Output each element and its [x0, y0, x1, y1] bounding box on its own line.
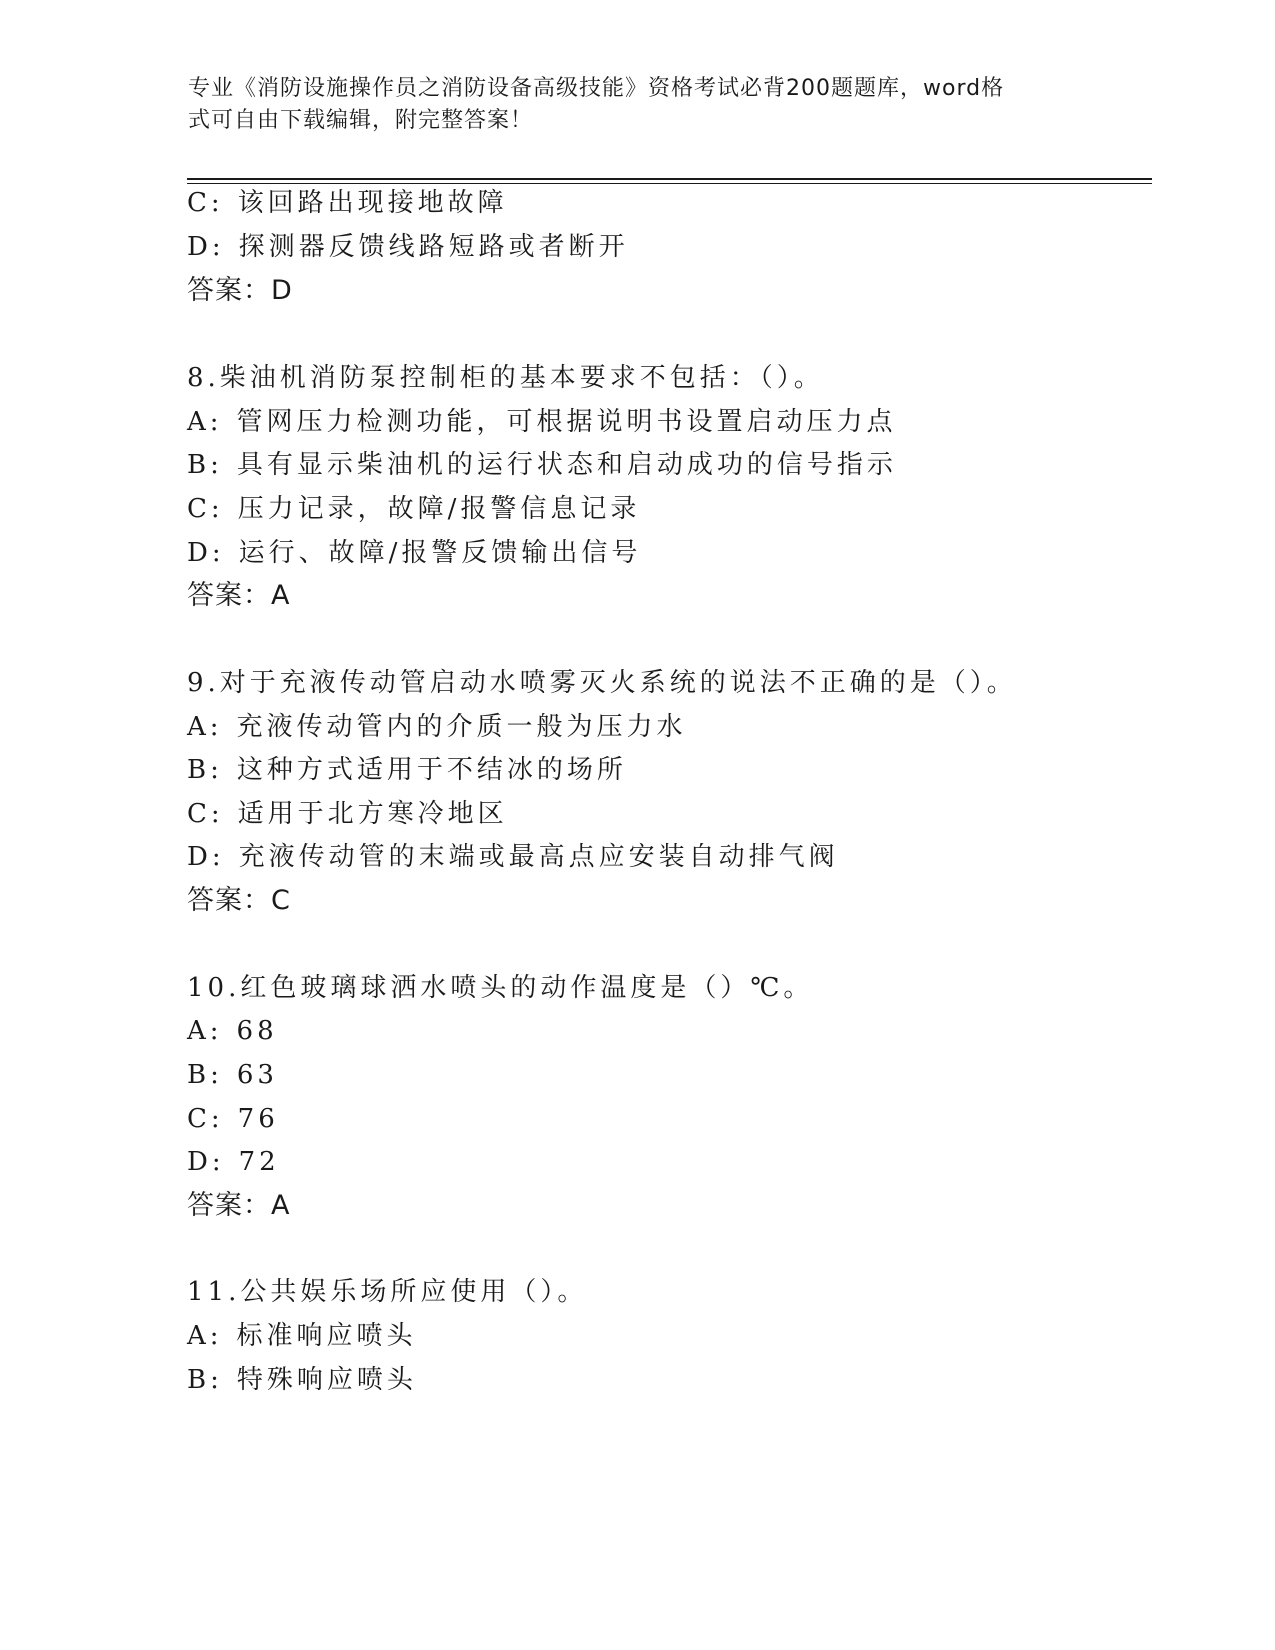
option-line: A: 充液传动管内的介质一般为压力水: [187, 712, 687, 742]
option-line: D: 探测器反馈线路短路或者断开: [187, 232, 629, 262]
option-letter: D: [187, 842, 212, 872]
option-letter: A: [187, 712, 210, 742]
option-text: 管网压力检测功能，可根据说明书设置启动压力点: [236, 407, 897, 437]
option-line: D: 运行、故障/报警反馈输出信号: [187, 538, 642, 568]
header-line-1: 专业《消防设施操作员之消防设备高级技能》资格考试必背200题题库，word格: [188, 76, 1005, 101]
option-text: 这种方式适用于不结冰的场所: [236, 755, 627, 785]
option-text: 63: [236, 1060, 278, 1090]
question-stem: 9.对于充液传动管启动水喷雾灭火系统的说法不正确的是（）。: [187, 668, 1017, 698]
answer-line: 答案：C: [187, 885, 291, 916]
option-letter: B: [187, 755, 211, 785]
header-divider-thick: [187, 178, 1152, 180]
option-letter: A: [187, 1321, 210, 1351]
option-letter: C: [187, 494, 211, 524]
option-line: C: 压力记录，故障/报警信息记录: [187, 494, 641, 524]
option-text: 充液传动管的末端或最高点应安装自动排气阀: [238, 842, 839, 872]
option-text: 68: [236, 1016, 278, 1046]
option-letter: A: [187, 407, 210, 437]
option-letter: C: [187, 799, 211, 829]
option-letter: D: [187, 1147, 212, 1177]
option-text: 探测器反馈线路短路或者断开: [238, 232, 629, 262]
option-letter: A: [187, 1016, 210, 1046]
option-text: 具有显示柴油机的运行状态和启动成功的信号指示: [236, 450, 897, 480]
header-line-2: 式可自由下载编辑，附完整答案！: [188, 108, 534, 133]
option-text: 72: [238, 1147, 280, 1177]
option-text: 充液传动管内的介质一般为压力水: [236, 712, 687, 742]
option-letter: B: [187, 450, 211, 480]
option-letter: B: [187, 1365, 211, 1395]
option-letter: B: [187, 1060, 211, 1090]
question-stem: 11.公共娱乐场所应使用（）。: [187, 1277, 588, 1307]
option-text: 该回路出现接地故障: [237, 188, 508, 218]
option-text: 特殊响应喷头: [236, 1365, 417, 1395]
question-stem: 8.柴油机消防泵控制柜的基本要求不包括：（）。: [187, 363, 824, 393]
option-line: D: 充液传动管的末端或最高点应安装自动排气阀: [187, 842, 839, 872]
header-divider-thin: [187, 183, 1152, 184]
answer-line: 答案：D: [187, 275, 293, 306]
option-line: C: 适用于北方寒冷地区: [187, 799, 508, 829]
option-text: 运行、故障/报警反馈输出信号: [238, 538, 642, 568]
question-stem: 10.红色玻璃球洒水喷头的动作温度是（）℃。: [187, 973, 814, 1003]
option-line: B: 63: [187, 1060, 278, 1090]
option-text: 压力记录，故障/报警信息记录: [237, 494, 641, 524]
option-line: B: 具有显示柴油机的运行状态和启动成功的信号指示: [187, 450, 897, 480]
answer-line: 答案：A: [187, 580, 291, 611]
option-letter: C: [187, 188, 211, 218]
option-line: A: 68: [187, 1016, 278, 1046]
option-letter: D: [187, 232, 212, 262]
option-line: A: 管网压力检测功能，可根据说明书设置启动压力点: [187, 407, 897, 437]
option-line: B: 这种方式适用于不结冰的场所: [187, 755, 627, 785]
option-text: 适用于北方寒冷地区: [237, 799, 508, 829]
option-text: 标准响应喷头: [236, 1321, 417, 1351]
document-header: [188, 73, 1068, 137]
option-line: C: 76: [187, 1104, 279, 1134]
option-letter: D: [187, 538, 212, 568]
option-line: B: 特殊响应喷头: [187, 1365, 417, 1395]
option-line: A: 标准响应喷头: [187, 1321, 417, 1351]
option-letter: C: [187, 1104, 211, 1134]
answer-line: 答案：A: [187, 1190, 291, 1221]
option-line: C: 该回路出现接地故障: [187, 188, 508, 218]
option-text: 76: [237, 1104, 279, 1134]
option-line: D: 72: [187, 1147, 280, 1177]
